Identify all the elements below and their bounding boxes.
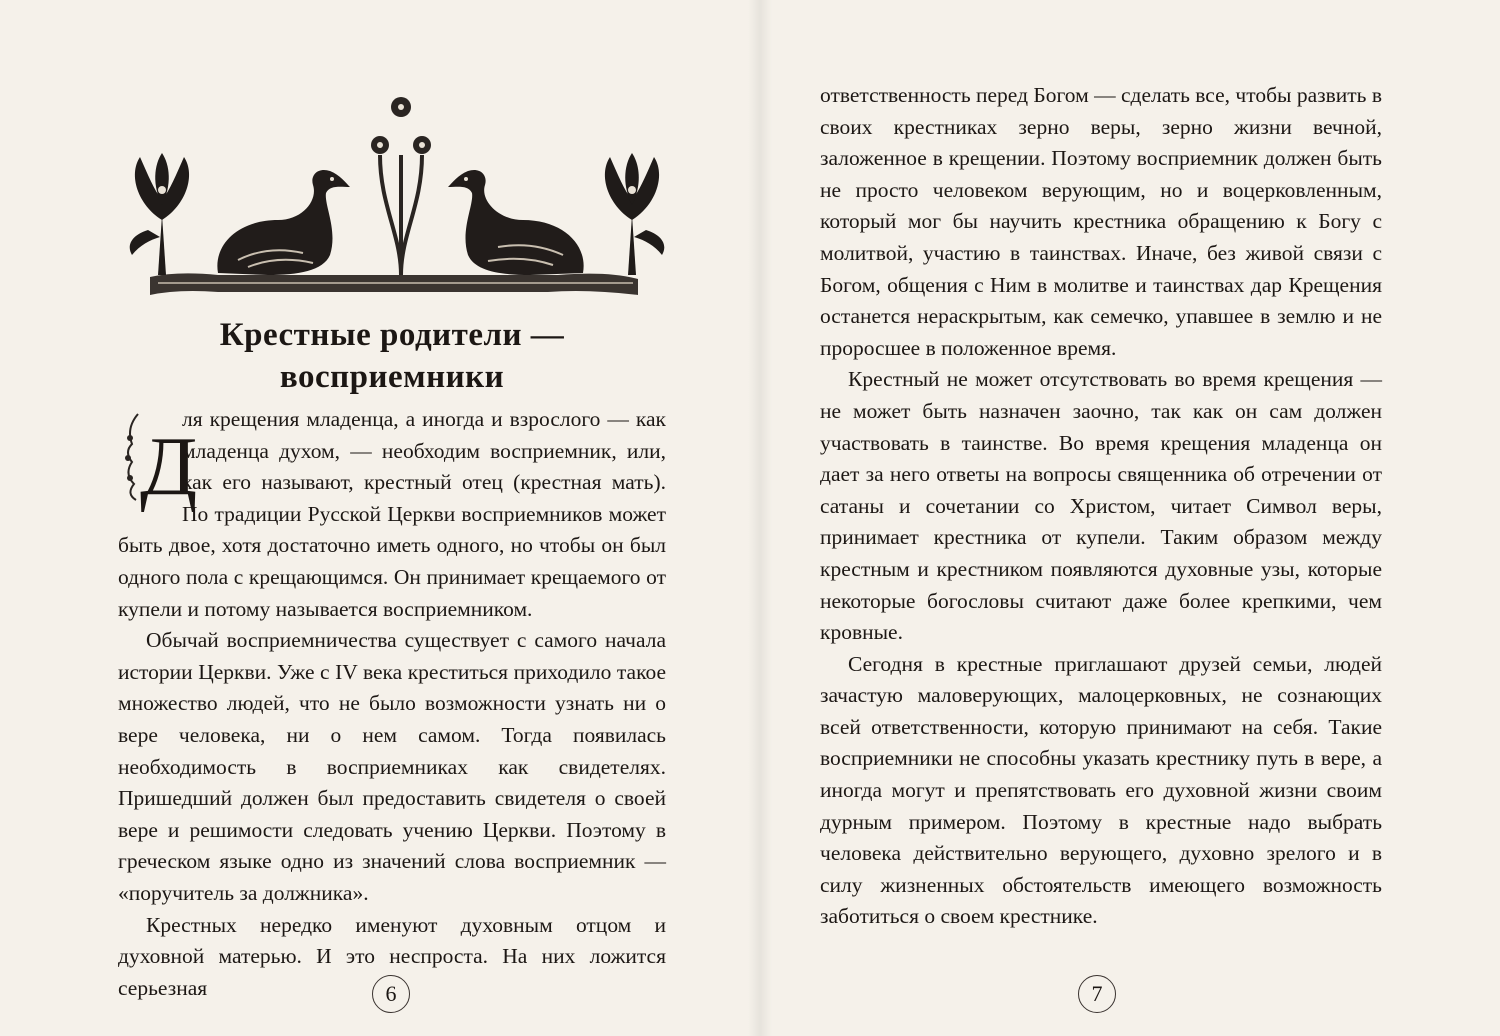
drop-cap-initial-icon [118, 408, 198, 513]
left-page-body [118, 404, 666, 1004]
paragraph [820, 649, 1382, 933]
right-page-body [820, 80, 1382, 933]
chapter-title-line-2: восприемники [279, 359, 505, 395]
drop-cap-letter: Д [140, 420, 198, 513]
paragraph [118, 404, 666, 625]
right-page [760, 0, 1500, 1036]
page-number: 6 [372, 975, 410, 1013]
paragraph-text: Крестный не может отсутствовать во время крещения — не может быть назначен заочно, так как он сам должен участвовать в таинстве. Во время крещения младенца он дает за него ответы на вопросы священника об отречении от сатаны и сочетании со Христом, читает Символ веры, принимает крестника от купели. Таким образом между крестным и крестником появляются духовные узы, которые некоторые богословы считают даже более крепкими, чем кровные. [820, 367, 1382, 645]
chapter-title [118, 314, 666, 398]
paragraph-text: Крестных нередко именуют духовным отцом и духовной матерью. И это неспроста. На них ложится серьезная [118, 912, 666, 1000]
paragraph [820, 80, 1382, 364]
chapter-title-line-1: Крестные родители — [219, 317, 565, 353]
paragraph-text: Обычай восприемничества существует с самого начала истории Церкви. Уже с IV века креститься приходило такое множество людей, что не было возможности узнать ни о вере человека, ни о нем самом. Тогда появилась необходимость в восприемниках как свидетелях. Пришедший должен был предоставить свидетеля о своей вере и решимости следовать учению Церкви. Поэтому в греческом языке одно из значений слова восприемник — «поручитель за должника». [118, 628, 666, 905]
paragraph-text: ля крещения младенца, а иногда и взрослого — как младенца духом, — необходим восприемник, или, как его называют, крестный отец (крестная мать). По традиции Русской Церкви восприемников может быть двое, хотя достаточно иметь одного, но чтобы он был одного пола с крещающимся. Он принимает крещаемого от купели и потому называется восприемником. [118, 407, 666, 621]
paragraph-text: Сегодня в крестные приглашают друзей семьи, людей зачастую маловерующих, малоцерковных, не сознающих всей ответственности, которую принимают на себя. Такие восприемники не способны указать крестнику путь в вере, а иногда могут и препятствовать его духовной жизни своим дурным примером. Поэтому в крестные надо выбрать человека действительно верующего, духовно зрелого и в силу жизненных обстоятельств имеющего возможность заботиться о своем крестнике. [820, 651, 1382, 929]
paragraph [820, 364, 1382, 648]
paragraph-text: ответственность перед Богом — сделать все, чтобы развить в своих крестниках зерно веры, зерно жизни вечной, заложенное в крещении. Поэтому восприемник должен быть не просто человеком верующим, но и воцерковленным, который мог бы научить крестника обращению к Богу с молитвой, участию в таинствах. Иначе, без живой связи с Богом, общения с Ним в молитве и таинствах дар Крещения останется нераскрытым, как семечко, упавшее в землю и не проросшее в положенное время. [820, 83, 1383, 360]
decorative-ornament-icon [118, 95, 648, 300]
paragraph [118, 625, 666, 909]
page-number: 7 [1078, 975, 1116, 1013]
